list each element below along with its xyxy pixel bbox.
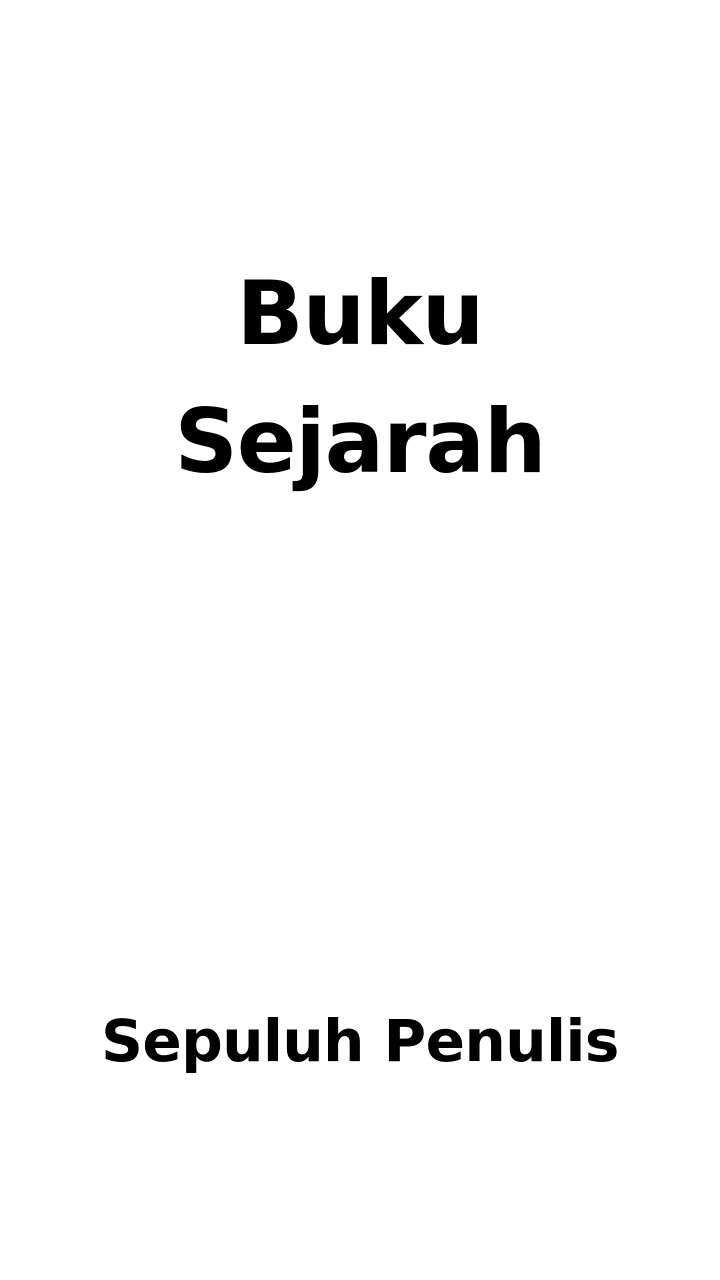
book-title-line-2: Sejarah [174,390,546,493]
book-title-line-1: Buku [236,262,484,365]
book-author: Sepuluh Penulis [101,1007,619,1075]
book-title [0,250,720,506]
